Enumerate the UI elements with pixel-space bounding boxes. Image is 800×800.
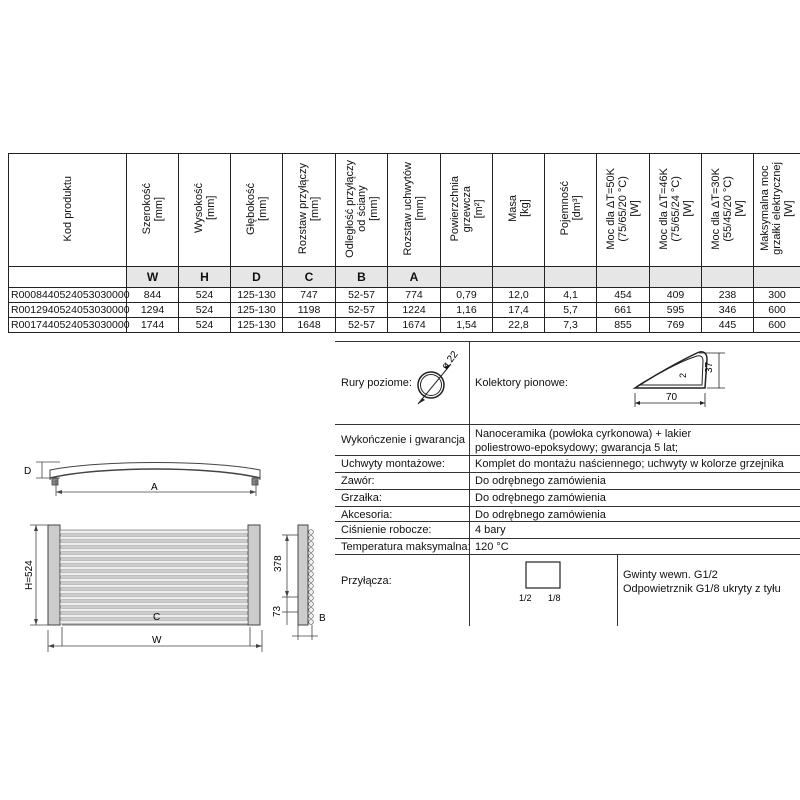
table-cell: 844 <box>127 288 179 303</box>
table-cell: 52-57 <box>336 318 388 333</box>
side-tube <box>309 578 314 583</box>
spec-row-value: Do odrębnego zamówienia <box>475 475 606 487</box>
radiator-tube <box>60 602 248 606</box>
spec-row-label: Uchwyty montażowe: <box>341 458 445 470</box>
table-row <box>9 288 800 303</box>
side-tube <box>309 560 314 565</box>
kolektory-label: Kolektory pionowe: <box>475 377 568 389</box>
radiator-tube <box>60 548 248 552</box>
table-cell: 855 <box>597 318 650 333</box>
table-cell: 125-130 <box>231 318 283 333</box>
table-cell: 52-57 <box>336 288 388 303</box>
table-header-cell <box>231 154 283 267</box>
side-tube <box>309 584 314 589</box>
radiator-tube <box>60 530 248 534</box>
table-cell: 1224 <box>388 303 441 318</box>
table-letter-cell: H <box>179 267 231 288</box>
side-view-drawing <box>272 525 326 640</box>
table-header-cell <box>545 154 597 267</box>
header-label: Maksymalna moc grzałki elektrycznej [W] <box>759 162 795 255</box>
collector-wall-label: 2 <box>678 372 688 378</box>
table-cell: 1744 <box>127 318 179 333</box>
connection-diagram <box>518 560 568 605</box>
table-cell: R0008440524053030000 <box>9 288 127 303</box>
header-label: Głębokość [mm] <box>244 182 269 235</box>
table-row <box>9 303 800 318</box>
pipe-section-diagram <box>408 348 468 408</box>
radiator-tube <box>60 578 248 582</box>
table-cell: 774 <box>388 288 441 303</box>
front-view-w-label: W <box>152 635 162 646</box>
table-header-cell <box>179 154 231 267</box>
connection-right-label: 1/8 <box>548 593 561 603</box>
table-header-row <box>9 154 800 267</box>
table-header-cell <box>754 154 800 267</box>
table-header-cell <box>9 154 127 267</box>
table-cell: R0017440524053030000 <box>9 318 127 333</box>
table-cell: 238 <box>702 288 754 303</box>
spec-row-value: 4 bary <box>475 524 506 536</box>
table-letter-cell <box>597 267 650 288</box>
table-letter-cell: C <box>283 267 336 288</box>
radiator-tube <box>60 566 248 570</box>
pipe-diameter-label: ø 22 <box>439 349 461 372</box>
radiator-tube <box>60 590 248 594</box>
side-tube <box>309 536 314 541</box>
spec-row-value: Do odrębnego zamówienia <box>475 509 606 521</box>
table-cell: 346 <box>702 303 754 318</box>
radiator-tube <box>60 584 248 588</box>
top-view-d-label: D <box>24 466 32 477</box>
radiator-tube <box>60 542 248 546</box>
table-header-cell <box>336 154 388 267</box>
table-cell: 524 <box>179 318 231 333</box>
table-cell: 769 <box>650 318 702 333</box>
side-tube <box>309 554 314 559</box>
header-label: Kod produktu <box>61 175 74 242</box>
table-letter-cell <box>9 267 127 288</box>
table-header-cell <box>702 154 754 267</box>
spec-row-label: Temperatura maksymalna: <box>341 541 471 553</box>
radiator-tube <box>60 560 248 564</box>
header-label: Szerokość [mm] <box>140 182 165 235</box>
collector-profile-diagram <box>625 345 795 420</box>
table-letter-cell: D <box>231 267 283 288</box>
table-cell: 300 <box>754 288 800 303</box>
rury-label: Rury poziome: <box>341 377 412 389</box>
side-view-73-label: 73 <box>272 605 283 617</box>
table-cell: 1294 <box>127 303 179 318</box>
table-cell: 600 <box>754 318 800 333</box>
table-cell: 1,16 <box>441 303 493 318</box>
side-tube <box>309 530 314 535</box>
side-tube <box>309 566 314 571</box>
collector-height-label: 37 <box>704 361 715 373</box>
table-cell: 17,4 <box>493 303 545 318</box>
table-header-cell <box>597 154 650 267</box>
spec-row-label: Zawór: <box>341 475 375 487</box>
side-view-b-label: B <box>319 613 326 624</box>
table-cell: 595 <box>650 303 702 318</box>
table-cell: 125-130 <box>231 288 283 303</box>
header-label: Moc dla ΔT=46K (75/65/24 °C) [W] <box>657 167 694 250</box>
header-label: Moc dla ΔT=30K (55/45/20 °C) [W] <box>709 167 746 250</box>
side-tube <box>309 602 314 607</box>
table-header-cell <box>127 154 179 267</box>
przylacza-label: Przyłącza: <box>341 575 392 587</box>
table-header-cell <box>441 154 493 267</box>
table-header-cell <box>388 154 441 267</box>
table-cell: 5,7 <box>545 303 597 318</box>
table-letter-cell: A <box>388 267 441 288</box>
table-cell: 12,0 <box>493 288 545 303</box>
radiator-drawings <box>0 440 330 650</box>
table-header-cell <box>493 154 545 267</box>
spec-table <box>8 153 800 333</box>
front-view-h-label: H=524 <box>24 560 35 590</box>
side-tube <box>309 548 314 553</box>
radiator-tube <box>60 554 248 558</box>
table-letters-row <box>9 267 800 288</box>
side-tube <box>309 608 314 613</box>
table-cell: 125-130 <box>231 303 283 318</box>
table-header-cell <box>650 154 702 267</box>
table-letter-cell <box>493 267 545 288</box>
table-cell: 7,3 <box>545 318 597 333</box>
table-cell: 747 <box>283 288 336 303</box>
spec-row-label: Wykończenie i gwarancja <box>341 434 466 446</box>
table-cell: 4,1 <box>545 288 597 303</box>
spec-row-value: Nanoceramika (powłoka cyrkonowa) + lakier poliestrowo-epoksydowy; gwarancja 5 lat; <box>475 428 692 454</box>
table-cell: 1198 <box>283 303 336 318</box>
header-label: Rozstaw uchwytów [mm] <box>402 161 426 256</box>
collector-width-label: 70 <box>666 392 678 403</box>
spec-row-label: Grzałka: <box>341 492 382 504</box>
front-view-c-label: C <box>153 612 161 623</box>
spec-row-label: Ciśnienie robocze: <box>341 524 432 536</box>
spec-row-label: Akcesoria: <box>341 509 393 521</box>
table-header-cell <box>283 154 336 267</box>
table-letter-cell <box>441 267 493 288</box>
table-cell: 600 <box>754 303 800 318</box>
table-cell: 524 <box>179 303 231 318</box>
header-label: Moc dla ΔT=50K (75/65/20 °C) [W] <box>605 167 641 250</box>
side-tube <box>309 590 314 595</box>
top-view-a-label: A <box>151 482 158 493</box>
table-cell: 22,8 <box>493 318 545 333</box>
table-cell: 1,54 <box>441 318 493 333</box>
table-cell: R0012940524053030000 <box>9 303 127 318</box>
radiator-tube <box>60 596 248 600</box>
table-letter-cell: B <box>336 267 388 288</box>
side-tube <box>309 620 314 625</box>
header-label: Masa [kg] <box>506 195 531 222</box>
table-cell: 409 <box>650 288 702 303</box>
table-letter-cell <box>545 267 597 288</box>
radiator-tube <box>60 536 248 540</box>
side-view-378-label: 378 <box>273 555 284 572</box>
odpowietrznik-text: Odpowietrznik G1/8 ukryty z tyłu <box>623 583 781 595</box>
front-view-w-dimension <box>0 630 330 660</box>
table-letter-cell <box>754 267 800 288</box>
table-cell: 454 <box>597 288 650 303</box>
table-cell: 52-57 <box>336 303 388 318</box>
table-letter-cell <box>650 267 702 288</box>
side-tube <box>309 572 314 577</box>
side-tube <box>309 596 314 601</box>
table-cell: 661 <box>597 303 650 318</box>
table-letter-cell <box>702 267 754 288</box>
table-cell: 445 <box>702 318 754 333</box>
table-cell: 1674 <box>388 318 441 333</box>
table-cell: 0,79 <box>441 288 493 303</box>
connection-left-label: 1/2 <box>519 593 532 603</box>
spec-row-value: 120 °C <box>475 541 509 553</box>
header-label: Odległość przyłączy od ściany [mm] <box>343 159 380 258</box>
side-tube <box>309 542 314 547</box>
side-tube <box>309 614 314 619</box>
gwinty-text: Gwinty wewn. G1/2 <box>623 569 718 581</box>
front-view-drawing <box>24 525 260 646</box>
header-label: Powierzchnia grzewcza [m²] <box>448 175 485 242</box>
table-letter-cell: W <box>127 267 179 288</box>
header-label: Rozstaw przyłączy [mm] <box>297 162 321 255</box>
spec-row-value: Do odrębnego zamówienia <box>475 492 606 504</box>
top-view-drawing <box>24 462 260 496</box>
table-cell: 1648 <box>283 318 336 333</box>
header-label: Wysokość [mm] <box>192 183 217 234</box>
header-label: Pojemność [dm³] <box>558 181 583 236</box>
radiator-tube <box>60 572 248 576</box>
table-row <box>9 318 800 333</box>
spec-row-value: Komplet do montażu naściennego; uchwyty w kolorze grzejnika <box>475 458 784 470</box>
table-cell: 524 <box>179 288 231 303</box>
